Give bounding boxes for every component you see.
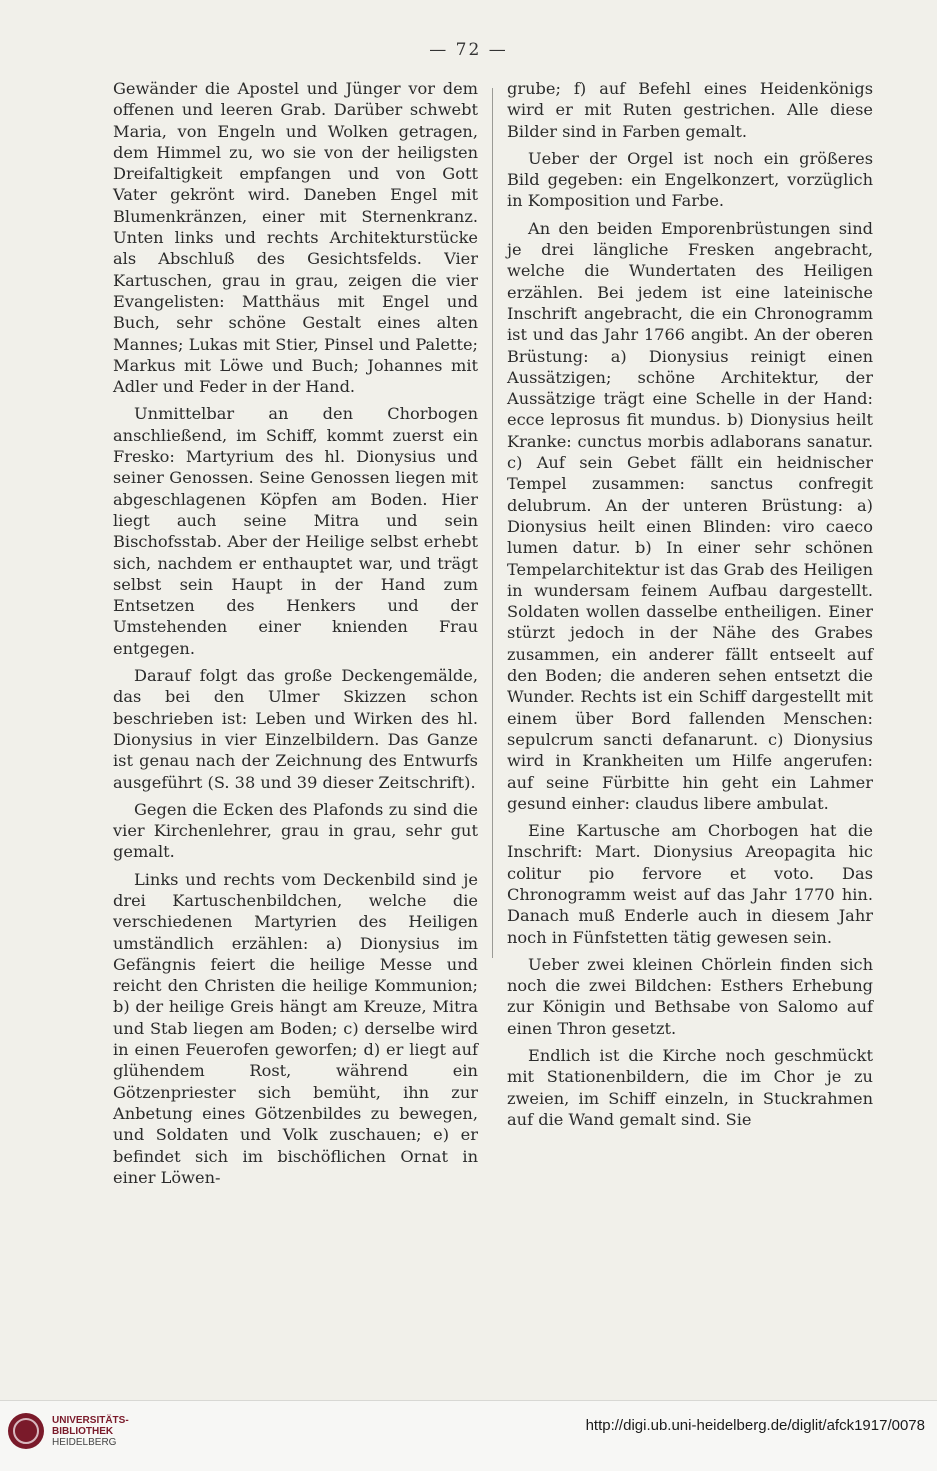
paragraph: Unmittelbar an den Chorbogen anschließend, im Schiff, kommt zuerst ein Fresko: Martyrium des hl. Dionysius und seiner Genossen. Seine Genossen liegen mit abgeschlagenen Köpfen am Boden. Hier liegt auch seine Mitra und sein Bischofsstab. Aber der Heilige selbst erhebt sich, nachdem er enthauptet war, und trägt selbst sein Haupt in der Hand zum Entsetzen des Henkers und der Umstehenden einer knienden Frau entgegen. <box>113 404 478 658</box>
digitization-footer <box>0 1400 937 1471</box>
paragraph: Darauf folgt das große Deckengemälde, das bei den Ulmer Skizzen schon beschrieben ist: Leben und Wirken des hl. Dionysius in vier Einzelbildern. Das Ganze ist genau nach der Zeichnung des Entwurfs ausgeführt (S. 38 und 39 dieser Zeitschrift). <box>113 666 478 792</box>
logo-line: UNIVERSITÄTS- <box>52 1414 129 1426</box>
column-divider <box>492 88 493 958</box>
library-logo[interactable] <box>8 1413 129 1449</box>
logo-line: HEIDELBERG <box>52 1436 117 1448</box>
paragraph: Gegen die Ecken des Plafonds zu sind die vier Kirchenlehrer, grau in grau, sehr gut gemalt. <box>113 799 478 862</box>
paragraph: Endlich ist die Kirche noch geschmückt mit Stationenbildern, die im Chor je zu zweien, im Schiff einzeln, in Stuckrahmen auf die Wand gemalt sind. Sie <box>507 1046 873 1129</box>
paragraph: Gewänder die Apostel und Jünger vor dem offenen und leeren Grab. Darüber schwebt Maria, von Engeln und Wolken getragen, dem Himmel zu, wo sie von der heiligsten Dreifaltigkeit empfangen und von Gott Vater gekrönt wird. Daneben Engel mit Blumenkränzen, einer mit Sternenkranz. Unten links und rechts Architekturstücke als Abschluß des Gesichtsfelds. Vier Kartuschen, grau in grau, zeigen die vier Evangelisten: Matthäus mit Engel und Buch, sehr schöne Gestalt eines alten Mannes; Lukas mit Stier, Pinsel und Palette; Markus mit Löwe und Buch; Johannes mit Adler und Feder in der Hand. <box>113 79 478 397</box>
source-url-link[interactable]: http://digi.ub.uni-heidelberg.de/diglit/afck1917/0078 <box>585 1417 925 1434</box>
paragraph: Ueber der Orgel ist noch ein größeres Bild gegeben: ein Engelkonzert, vorzüglich in Komposition und Farbe. <box>507 148 873 211</box>
logo-line: BIBLIOTHEK <box>52 1425 114 1437</box>
paragraph: Eine Kartusche am Chorbogen hat die Inschrift: Mart. Dionysius Areopagita hic colitur pio fervore et voto. Das Chronogramm weist auf das Jahr 1770 hin. Danach muß Enderle auch in diesem Jahr noch in Fünfstetten tätig gewesen sein. <box>507 821 873 947</box>
library-logo-text <box>52 1415 129 1448</box>
right-text-column <box>507 78 873 1136</box>
left-text-column <box>113 78 478 1194</box>
university-seal-icon <box>8 1413 44 1449</box>
paragraph: Links und rechts vom Deckenbild sind je drei Kartuschenbildchen, welche die verschiedenen Martyrien des Heiligen umständlich erzählen: a) Dionysius im Gefängnis feiert die heilige Messe und reicht den Christen die heilige Kommunion; b) der heilige Greis hängt am Kreuze, Mitra und Stab liegen am Boden; c) derselbe wird in einen Feuerofen geworfen; d) er liegt auf glühendem Rost, während ein Götzenpriester sich bemüht, ihn zur Anbetung eines Götzenbildes zu bewegen, und Soldaten und Volk zuschauen; e) er befindet sich im bischöflichen Ornat in einer Löwen- <box>113 869 478 1187</box>
page-number: — 72 — <box>429 40 508 60</box>
paragraph: An den beiden Emporenbrüstungen sind je drei längliche Fresken angebracht, welche die Wundertaten des Heiligen erzählen. Bei jedem ist eine lateinische Inschrift angebracht, die ein Chronogramm ist und das Jahr 1766 angibt. An der oberen Brüstung: a) Dionysius reinigt einen Aussätzigen; schöne Architektur, der Aussätzige trägt eine Schelle in der Hand: ecce leprosus fit mundus. b) Dionysius heilt Kranke: cunctus morbis adlaborans sanatur. c) Auf sein Gebet fällt ein heidnischer Tempel zusammen: sanctus confregit delubrum. An der unteren Brüstung: a) Dionysius heilt einen Blinden: viro caeco lumen datur. b) In einer sehr schönen Tempelarchitektur ist das Grab des Heiligen in wundersam feinem Aufbau dargestellt. Soldaten wollen dasselbe entheiligen. Einer stürzt jedoch in der Nähe des Grabes zusammen, ein anderer fällt entseelt auf den Boden; die anderen sehen entsetzt die Wunder. Rechts ist ein Schiff dargestellt mit einem über Bord fallenden Menschen: sepulcrum sancti defanarunt. c) Dionysius wird in Krankheiten um Hilfe angerufen: auf seine Fürbitte hin geht ein Lahmer gesund einher: claudus libere ambulat. <box>507 218 873 813</box>
paragraph: grube; f) auf Befehl eines Heidenkönigs wird er mit Ruten gestrichen. Alle diese Bilder sind in Farben gemalt. <box>507 79 873 141</box>
paragraph: Ueber zwei kleinen Chörlein finden sich noch die zwei Bildchen: Esthers Erhebung zur Königin und Bethsabe von Salomo auf einen Thron gesetzt. <box>507 954 873 1038</box>
